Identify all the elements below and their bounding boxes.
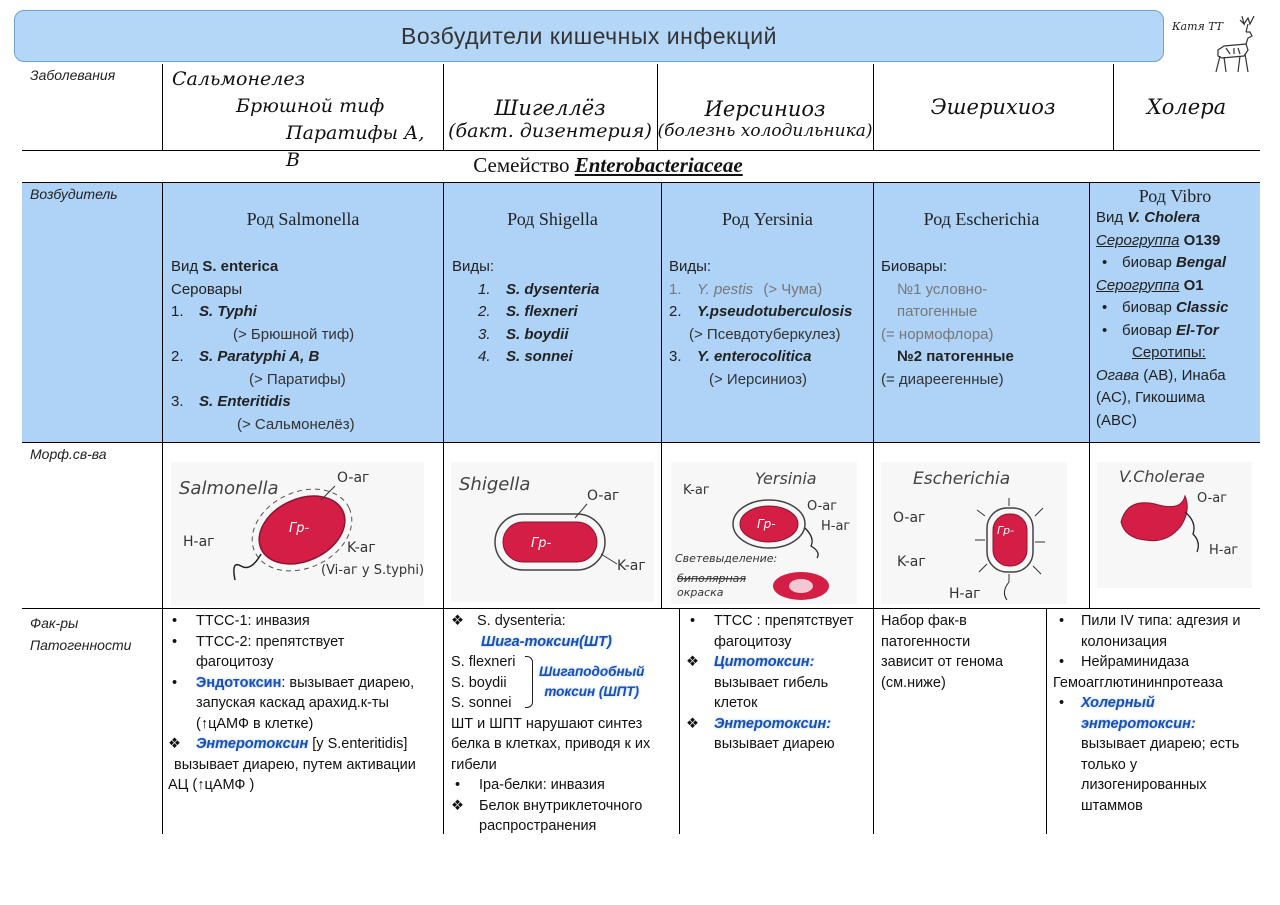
species: S. enterica — [202, 258, 279, 275]
factor-line: ШТ и ШПТ нарушают синтез — [451, 715, 643, 732]
list-num: 1. — [669, 280, 682, 298]
list-num: 1. — [478, 280, 491, 298]
title-banner — [14, 10, 1164, 62]
yersinia-drawing — [671, 462, 857, 604]
factor-line: клеток — [714, 695, 758, 711]
factor-line: фагоцитозу — [714, 633, 792, 650]
morph-title: Shigella — [459, 474, 531, 495]
serotype: Огава — [1096, 366, 1140, 384]
biovar-label: биовар — [1122, 321, 1172, 339]
factors-salmonella: • ТТСС-1: инвазия • ТТСС-2: препятствует фагоцитозу • Эндотоксин: вызывает диарею, запуская каскад арахид.к-ты (↑цАМФ в клетке) ❖ Энтеротоксин [у S.enteritidis] вызывает диарею, путем активации АЦ (↑цАМФ ) — [168, 611, 442, 796]
biovar-value: El-Tor — [1175, 321, 1219, 339]
species-name: S. flexneri — [506, 303, 578, 320]
disease-main: Иерсиниоз — [704, 97, 826, 121]
page-title: Возбудители кишечных инфекций — [401, 22, 777, 49]
genus-body — [171, 256, 443, 436]
disease-yersiniosis — [657, 88, 873, 150]
o-antigen-label: O-аг — [337, 470, 370, 486]
factor-line: лизогенированных — [1081, 777, 1207, 793]
species-line: S. flexneri — [451, 654, 516, 670]
escherichia-drawing — [881, 462, 1067, 604]
species-disease: (> Псевдотуберкулез) — [689, 325, 841, 343]
divider — [162, 64, 163, 151]
k-antigen-label: K-аг — [347, 540, 376, 556]
factor-line: вызывает гибель — [714, 674, 829, 691]
genus-salmonella — [163, 183, 443, 441]
shiga-like-toxin-label — [539, 662, 644, 702]
list-num: 3. — [669, 348, 682, 365]
disease-main: Шигеллёз — [494, 96, 606, 120]
family-prefix: Семейство — [473, 153, 570, 177]
disease-sub: (бакт. дизентерия) — [448, 120, 652, 142]
factor-line: (↑цАМФ в клетке) — [196, 715, 314, 732]
biovar-value: Bengal — [1175, 254, 1226, 271]
label-serovars: Серовары — [171, 280, 243, 298]
factor-line: Набор фак-в — [881, 613, 967, 629]
divider — [162, 608, 163, 834]
factor-line: [у S.enteritidis] — [308, 736, 408, 752]
toxin-line: Шигаподобный — [539, 664, 645, 679]
genus-body: Вид V. Cholera Серогруппа O139 • биовар Bengal Серогруппа O1 • биовар Classic • биовар El-Tor Серотипы: Огава (AB), Инаба (AC), Гикошима (ABC) — [1096, 207, 1260, 432]
genus-title: Род Salmonella — [246, 209, 360, 229]
genus-title: Род Shigella — [507, 209, 598, 229]
factors-yersinia: • ТТСС : препятствует фагоцитозу ❖ Цитотоксин: вызывает гибель клеток ❖ Энтеротоксин: вызывает диарею — [686, 611, 873, 755]
o-antigen-label: O-аг — [893, 510, 926, 526]
serovar-name: S. Typhi — [199, 303, 257, 320]
genus-yersinia — [662, 183, 873, 441]
divider — [1046, 608, 1047, 834]
serotype: (ABC) — [1096, 411, 1137, 429]
serovar-name: S. Enteritidis — [199, 393, 291, 410]
endotoxin-label: Эндотоксин — [196, 674, 282, 691]
species-name: S. boydii — [506, 325, 569, 343]
caption-bipolar: биполярная — [677, 572, 747, 585]
factor-line: (см.ниже) — [881, 674, 946, 691]
label-biovars: Биовары: — [881, 258, 947, 275]
factor-line: патогенности — [881, 633, 971, 650]
biovar-2: №2 патогенные — [897, 348, 1014, 365]
enterotoxin-label: Энтеротоксин: — [714, 715, 832, 732]
disease-line: Сальмонелез — [172, 68, 305, 90]
genus-body — [669, 256, 873, 391]
row-label-factors-line: Патогенности — [30, 637, 132, 653]
divider — [679, 608, 680, 834]
family-heading — [443, 153, 773, 178]
row-label-pathogen: Возбудитель — [30, 186, 118, 202]
genus-body — [452, 256, 661, 369]
list-num: 2. — [669, 303, 682, 320]
biovar-1-note: (= нормофлора) — [881, 325, 994, 343]
biovar-label: биовар — [1122, 254, 1172, 271]
vi-antigen-note: (Vi-аг у S.typhi) — [321, 563, 424, 578]
list-num: 3. — [171, 393, 184, 410]
brace — [525, 656, 533, 708]
biovar-1: №1 условно- — [897, 280, 988, 298]
gram-label: Гр- — [757, 517, 776, 531]
morph-title: V.Cholerae — [1119, 467, 1205, 486]
list-num: 1. — [171, 303, 184, 320]
serovar-disease: (> Сальмонелёз) — [237, 415, 355, 433]
k-antigen-label: K-аг — [683, 483, 710, 498]
species-line: S. sonnei — [451, 695, 512, 711]
species-name: S. sonnei — [506, 348, 573, 365]
morph-title: Escherichia — [913, 469, 1011, 489]
species-line: S. boydii — [451, 674, 507, 691]
h-antigen-label: H-аг — [183, 534, 215, 550]
factor-line: только у — [1081, 756, 1138, 773]
k-antigen-label: K-аг — [617, 558, 646, 574]
factor-line: ТТСС : препятствует — [714, 613, 854, 629]
caption-stain: окраска — [677, 586, 724, 599]
species-name: Y. pestis — [697, 280, 754, 298]
genus-body — [881, 256, 1089, 391]
divider — [873, 608, 874, 834]
species-disease: (> Иерсиниоз) — [709, 370, 807, 388]
serogroup-label: Серогруппа — [1096, 231, 1180, 249]
divider — [22, 442, 1260, 443]
label-vid: Вид — [1096, 209, 1124, 226]
factor-line: АЦ (↑цАМФ ) — [168, 777, 255, 793]
serovar-name: S. Paratyphi A, B — [199, 348, 320, 365]
row-label-factors-line: Фак-ры — [30, 615, 79, 631]
divider — [22, 608, 1260, 609]
species: V. Cholera — [1127, 209, 1201, 226]
factors-escherichia — [881, 611, 1046, 693]
row-label-morph: Морф.св-ва — [30, 446, 107, 462]
gram-label: Гр- — [289, 521, 310, 536]
factor-line: белка в клетках, приводя к их — [451, 736, 651, 752]
list-num: 4. — [478, 348, 491, 365]
label-kinds: Виды: — [669, 258, 712, 275]
biovar-1-sub: патогенные — [897, 303, 978, 320]
row-label-factors — [30, 612, 131, 656]
list-num: 2. — [171, 348, 184, 365]
h-antigen-label: H-аг — [1209, 543, 1239, 558]
genus-title: Род Vibro — [1138, 186, 1212, 206]
h-antigen-label: H-аг — [821, 519, 851, 534]
genus-title: Род Yersinia — [722, 209, 813, 229]
gram-label: Гр- — [997, 524, 1015, 537]
factor-line: зависит от генома — [881, 654, 1004, 670]
biovar-2-note: (= диареегенные) — [881, 370, 1004, 388]
morph-title: Yersinia — [755, 469, 817, 488]
genus-vibrio — [1090, 183, 1260, 441]
vibrio-drawing — [1097, 462, 1252, 588]
factor-line: запуская каскад арахид.к-ты — [196, 695, 389, 711]
family-name: Enterobacteriaceae — [574, 153, 743, 177]
divider — [443, 608, 444, 834]
enterotoxin-label: Энтеротоксин — [196, 736, 309, 752]
disease-main: Холера — [1146, 95, 1227, 119]
disease-cholera — [1113, 64, 1260, 150]
k-antigen-label: K-аг — [897, 554, 926, 570]
morph-title: Salmonella — [179, 478, 279, 499]
factor-line: ТТСС-1: инвазия — [196, 613, 310, 629]
species-disease: (> Чума) — [763, 280, 823, 298]
serovar-disease: (> Паратифы) — [249, 370, 346, 388]
disease-line: Брюшной тиф — [236, 95, 385, 117]
disease-shigellosis — [443, 88, 657, 150]
genus-escherichia — [874, 183, 1089, 441]
o-antigen-label: O-аг — [1197, 491, 1228, 506]
serotype: (AC), Гикошима — [1096, 389, 1205, 406]
row-label-diseases: Заболевания — [30, 67, 116, 83]
disease-sub: (болезнь холодильника) — [657, 121, 873, 141]
bacterium-cell — [993, 514, 1027, 566]
factor-line: Белок внутриклеточного — [479, 797, 643, 814]
factor-line: вызывает диарею, путем активации — [174, 756, 416, 773]
cholera-toxin-label: энтеротоксин: — [1081, 715, 1196, 732]
factor-line: Нейраминидаза — [1081, 654, 1190, 670]
genus-title: Род Escherichia — [923, 209, 1040, 229]
disease-line: Паратифы А, В — [286, 122, 425, 171]
factor-line: штаммов — [1081, 797, 1143, 814]
factors-shigella: ❖ S. dysenteria: Шига-токсин(ШТ) S. flexneri S. boydii S. sonnei Шигаподобный токсин (ШПТ) ШТ и ШПТ нарушают синтез белка в клетках, приводя к их гибели • Ipa-белки: инвазия ❖ Белок внутриклеточного распространения — [451, 611, 679, 837]
list-num: 2. — [478, 303, 491, 320]
cholera-toxin-label: Холерный — [1081, 695, 1155, 711]
species-name: Y.pseudotuberculosis — [697, 303, 853, 320]
factor-line: ТТСС-2: препятствует — [196, 633, 345, 650]
author-signature: Катя ТТ — [1172, 20, 1223, 33]
disease-escherichiosis — [873, 64, 1113, 150]
o-antigen-label: O-аг — [807, 499, 838, 514]
factor-line: вызывает диарею — [714, 736, 835, 752]
factor-line: гибели — [451, 756, 497, 773]
o-antigen-label: O-аг — [587, 488, 620, 504]
factor-line: Пили IV типа: адгезия и — [1081, 613, 1241, 629]
serogroup-value: O1 — [1183, 276, 1204, 294]
salmonella-drawing — [171, 462, 424, 606]
biovar-label: биовар — [1122, 299, 1172, 316]
genus-shigella — [444, 183, 661, 441]
list-num: 3. — [478, 325, 491, 343]
gram-label: Гр- — [531, 536, 552, 551]
factor-line: S. dysenteria: — [477, 613, 566, 629]
biovar-value: Classic — [1175, 299, 1229, 316]
disease-salmonellosis — [172, 66, 442, 171]
toxin-line: токсин (ШПТ) — [544, 684, 640, 699]
factor-line: колонизация — [1081, 633, 1168, 650]
factor-line: Ipa-белки: инвазия — [479, 777, 605, 793]
h-antigen-label: H-аг — [949, 586, 981, 602]
serotype: (AB), Инаба — [1143, 366, 1226, 384]
species-name: Y. enterocolitica — [697, 348, 812, 365]
disease-main: Эшерихиоз — [930, 95, 1056, 119]
factor-line: распространения — [479, 818, 597, 834]
shigella-drawing — [451, 462, 654, 602]
serogroup-label: Серогруппа — [1096, 276, 1180, 294]
factor-line: вызывает диарею; есть — [1081, 736, 1240, 752]
caption-light: Светевыделение: — [675, 552, 778, 565]
cytotoxin-label: Цитотоксин: — [714, 654, 815, 670]
serovar-disease: (> Брюшной тиф) — [233, 325, 355, 343]
serotypes-label: Серотипы: — [1132, 344, 1206, 361]
factor-line: : вызывает диарею, — [281, 674, 415, 691]
label-kinds: Виды: — [452, 258, 495, 275]
label-vid: Вид — [171, 258, 199, 275]
serogroup-value: O139 — [1183, 231, 1221, 249]
factor-line: фагоцитозу — [196, 654, 274, 670]
shiga-toxin-label: Шига-токсин(ШТ) — [481, 633, 612, 650]
factor-line: Гемоагглютининпротеаза — [1053, 674, 1223, 691]
species-name: S. dysenteria — [506, 280, 600, 298]
factors-vibrio: • Пили IV типа: адгезия и колонизация • Нейраминидаза Гемоагглютининпротеаза • Холерный энтеротоксин: вызывает диарею; есть только у лизогенированных штаммов — [1053, 611, 1260, 816]
